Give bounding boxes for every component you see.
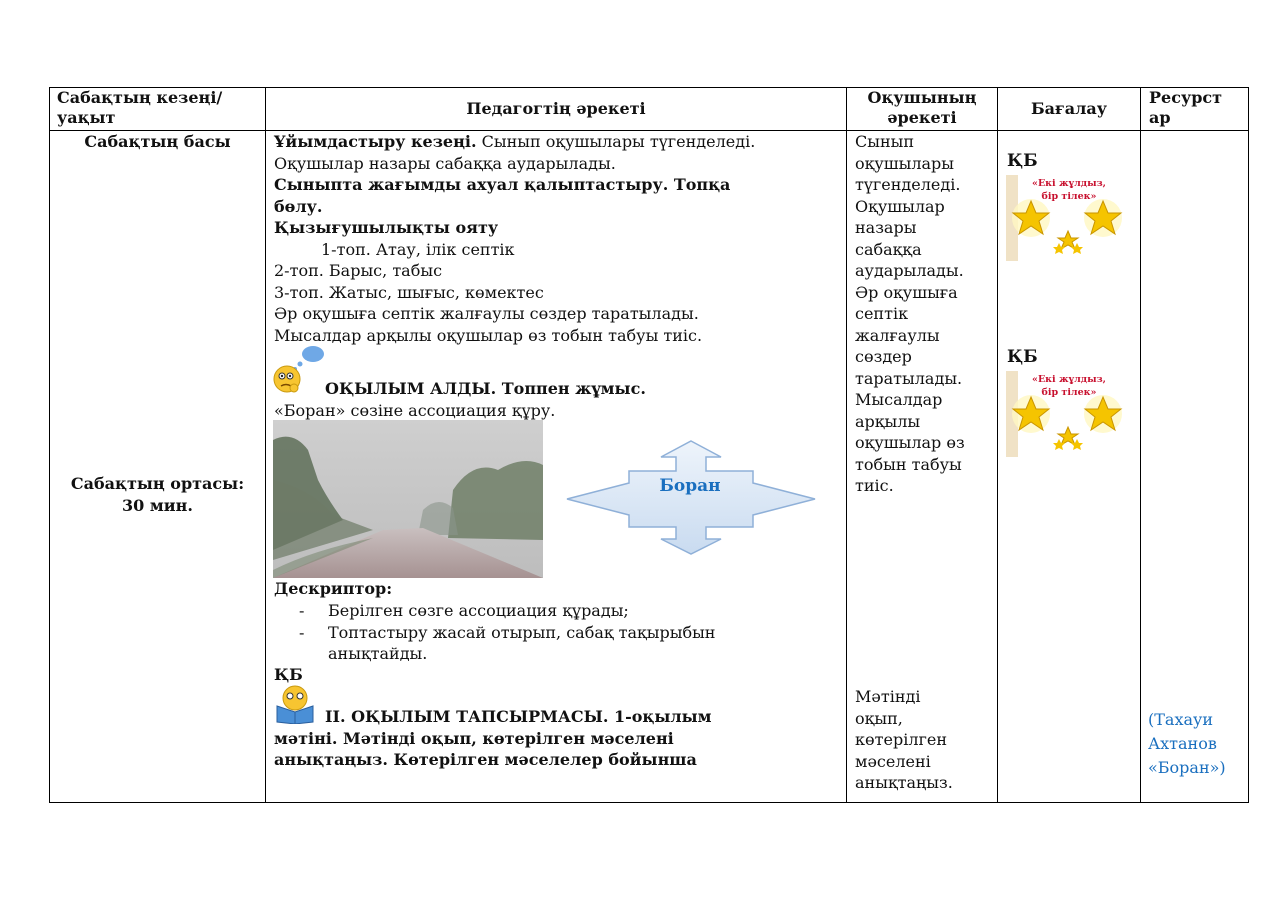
words-line: Әр оқушыға септік жалғаулы сөздер таратылады. (274, 304, 699, 323)
group-1: 1-топ. Атау, ілік септік (321, 239, 515, 259)
descriptor-item: Берілген сөзге ассоциация құрады; (328, 601, 629, 620)
star-icon (1084, 199, 1122, 237)
star-icon (1084, 395, 1122, 433)
descriptor-item: Топтастыру жасай отырып, сабақ тақырыбын (328, 622, 716, 642)
lesson-table (49, 87, 1249, 803)
table-border-right (1248, 87, 1249, 803)
badge-text-line: бір тілек» (1041, 387, 1097, 398)
prereading-heading: ОҚЫЛЫМ АЛДЫ. Топпен жұмыс. (325, 379, 646, 398)
two-stars-badge (1005, 369, 1133, 465)
descriptor-heading: Дескриптор: (274, 579, 393, 598)
header-teacher: Педагогтің әрекеті (466, 99, 646, 118)
header-student: Оқушының әрекеті (867, 88, 977, 127)
descriptor-item-cont: анықтайды. (328, 644, 428, 663)
reading-face-icon (273, 684, 319, 724)
star-icon (1012, 199, 1050, 237)
col-divider-2 (846, 87, 847, 803)
task-line: мәтіні. Мәтінді оқып, көтерілген мәселені (274, 728, 674, 748)
group-2: 2-топ. Барыс, табыс (274, 261, 443, 280)
foggy-road-image (273, 420, 543, 578)
col-divider-4 (1140, 87, 1141, 803)
student-actions-1: Сынып оқушылары түгенделеді. Оқушылар назары сабаққа аударылады. Әр оқушыға септік жалғаулы сөздер таратылады. Мысалдар арқылы оқушылар өз тобын табуы тиіс. (855, 132, 965, 495)
header-stage: Сабақтың кезеңі/ уақыт (57, 88, 223, 127)
examples-line: Мысалдар арқылы оқушылар өз тобын табуы тиіс. (274, 325, 703, 345)
small-stars-icon (1053, 231, 1083, 254)
table-border-top (49, 87, 1249, 88)
interest-heading: Қызығушылықты ояту (274, 218, 499, 237)
arrow-word: Боран (659, 476, 721, 496)
small-stars-icon (1053, 427, 1083, 450)
col-divider-1 (265, 87, 266, 803)
assessment-kb-2: ҚБ (1007, 347, 1038, 367)
badge-text-line: бір тілек» (1041, 191, 1097, 202)
table-border-left (49, 87, 50, 803)
header-assessment: Бағалау (1030, 99, 1108, 118)
task-line: ІІ. ОҚЫЛЫМ ТАПСЫРМАСЫ. 1-оқылым (325, 707, 712, 726)
student-actions-2: Мәтінді оқып, көтерілген мәселені анықтаңыз. (855, 687, 953, 792)
association-line: «Боран» сөзіне ассоциация құру. (274, 401, 556, 420)
org-stage-line: Ұйымдастыру кезеңі. Сынып оқушылары түгенделеді. (274, 132, 756, 151)
two-stars-badge (1005, 173, 1133, 269)
thinking-face-icon (273, 344, 327, 396)
badge-text-line: «Екі жұлдыз, (1032, 178, 1106, 189)
badge-text-line: «Екі жұлдыз, (1032, 374, 1106, 385)
attention-line: Оқушылар назары сабаққа аударылады. (274, 153, 616, 173)
atmosphere-heading: Сыныпта жағымды ахуал қалыптастыру. Топқа бөлу. (274, 175, 731, 216)
bullet-dash: - (299, 622, 305, 642)
resource-citation: (Тахауи Ахтанов «Боран») (1148, 710, 1226, 777)
header-resources: Ресурст ар (1149, 88, 1223, 127)
group-3: 3-топ. Жатыс, шығыс, көмектес (274, 282, 544, 302)
stage-start: Сабақтың басы (84, 132, 231, 151)
stage-middle: Сабақтың ортасы: 30 мин. (70, 474, 245, 515)
col-divider-3 (997, 87, 998, 803)
kb-label: ҚБ (274, 665, 303, 684)
star-icon (1012, 395, 1050, 433)
bullet-dash: - (299, 601, 305, 620)
task-line: анықтаңыз. Көтерілген мәселелер бойынша (274, 750, 697, 769)
assessment-kb-1: ҚБ (1007, 151, 1038, 171)
table-border-bottom (49, 802, 1249, 803)
